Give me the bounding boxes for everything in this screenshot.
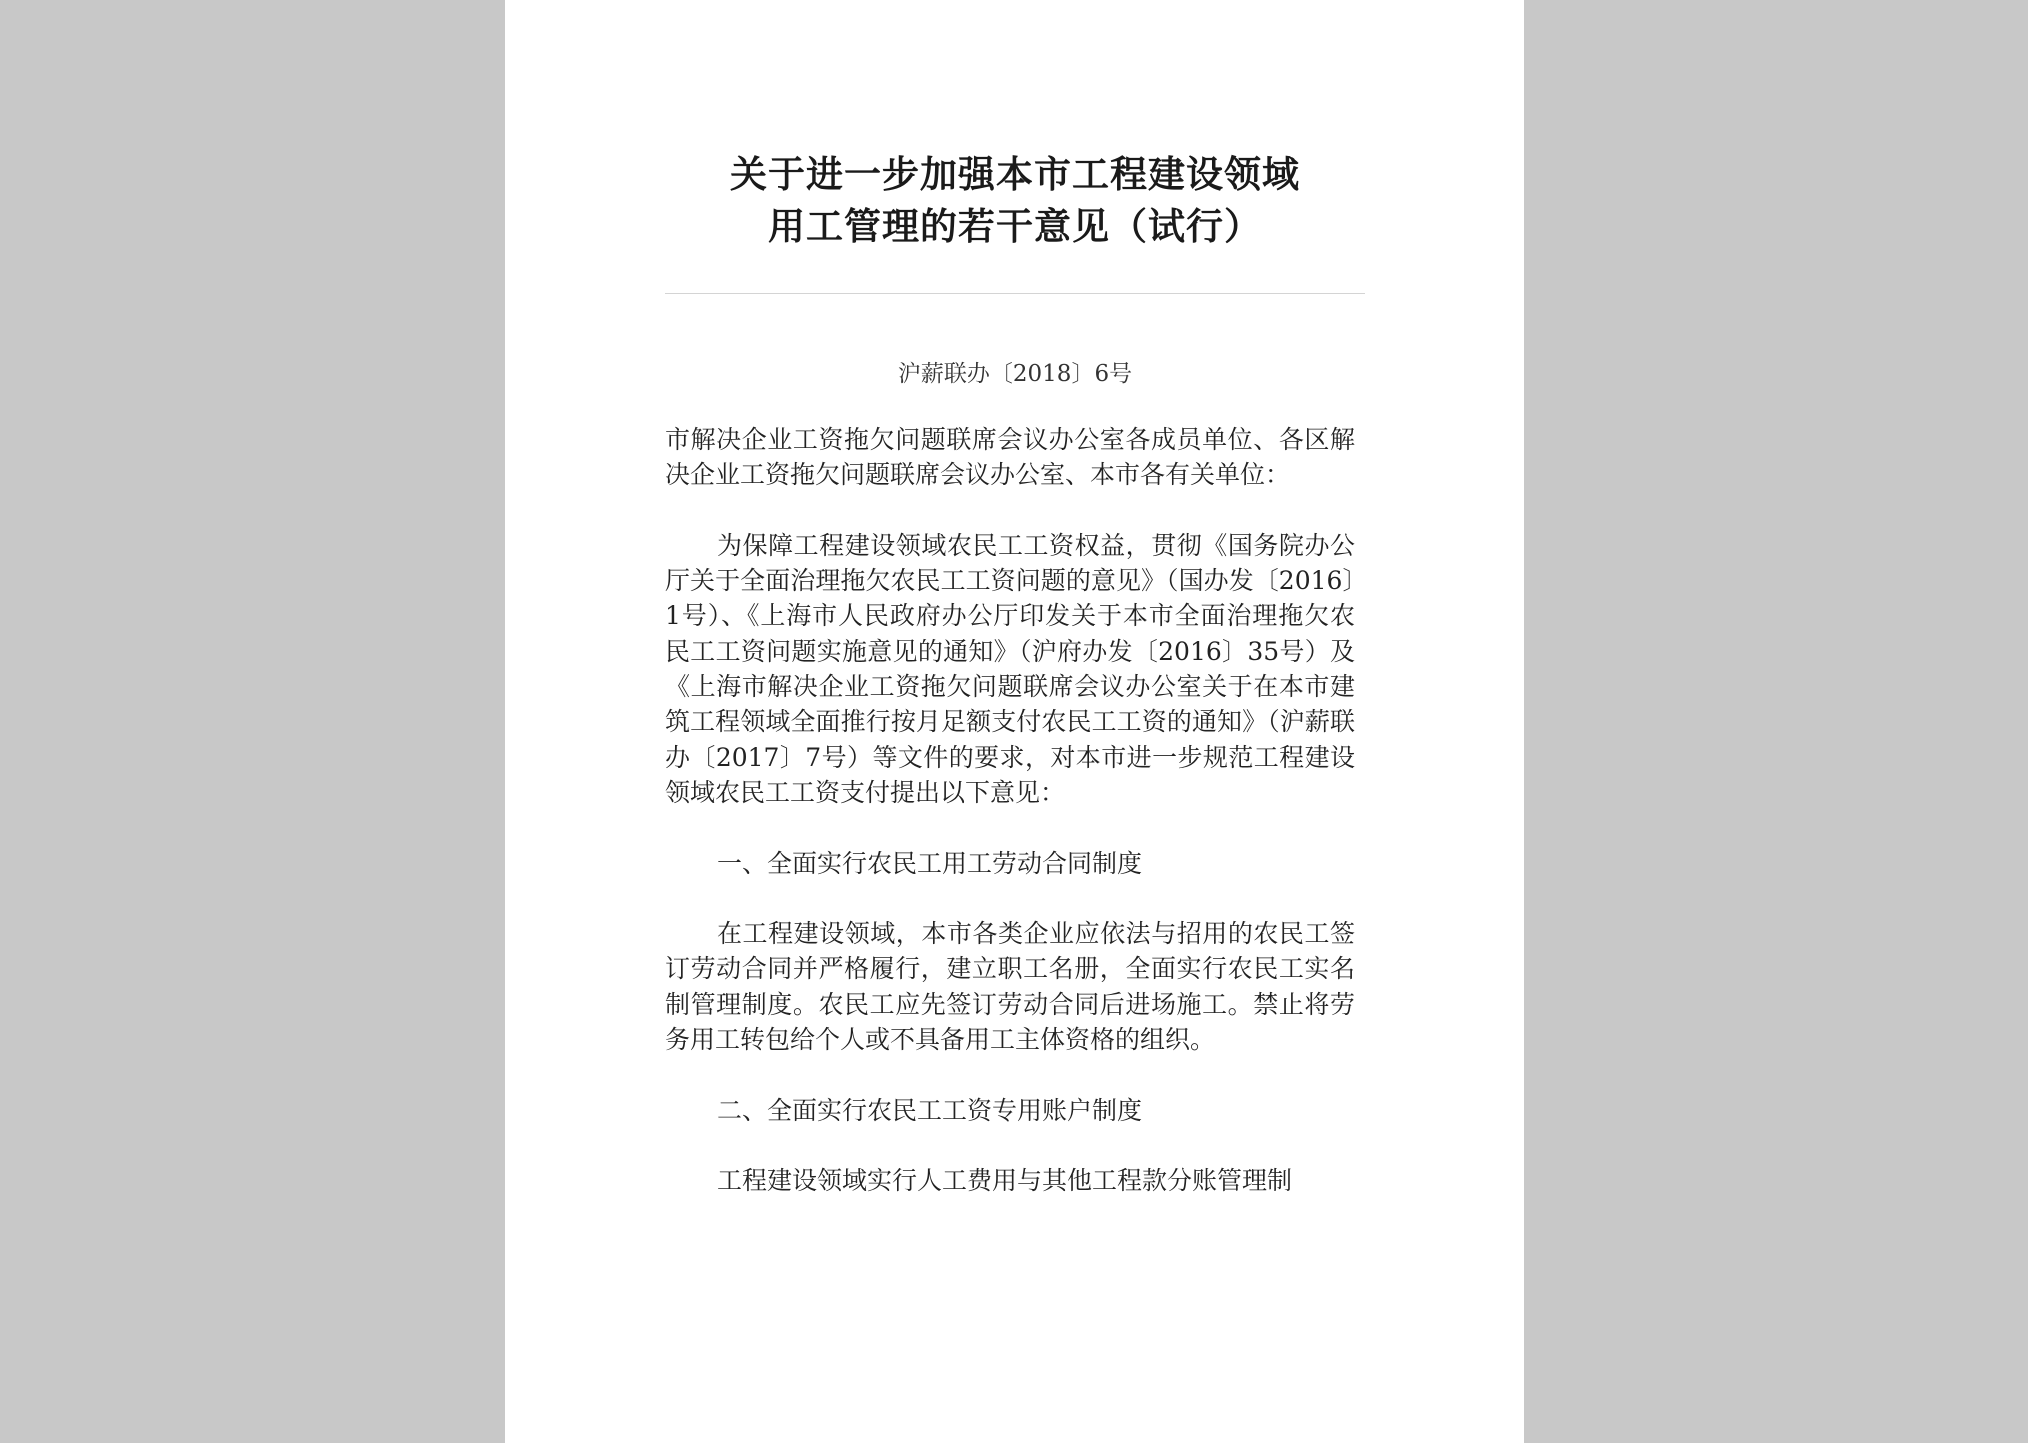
section-1-body: 在工程建设领域，本市各类企业应依法与招用的农民工签订劳动合同并严格履行，建立职工名册，全面实行农民工实名制管理制度。农民工应先签订劳动合同后进场施工。禁止将劳务用工转包给个人或不具备用工主体资格的组织。 bbox=[665, 919, 1355, 1055]
document-page bbox=[505, 0, 1524, 1443]
intro-paragraph: 为保障工程建设领域农民工工资权益，贯彻《国务院办公厅关于全面治理拖欠农民工工资问题的意见》（国办发〔2016〕1号）、《上海市人民政府办公厅印发关于本市全面治理拖欠农民工工资问题实施意见的通知》（沪府办发〔2016〕35号）及《上海市解决企业工资拖欠问题联席会议办公室关于在本市建筑工程领域全面推行按月足额支付农民工工资的通知》（沪薪联办〔2017〕7号）等文件的要求，对本市进一步规范工程建设领域农民工工资支付提出以下意见： bbox=[665, 530, 1355, 807]
document-number: 沪薪联办〔2018〕6号 bbox=[897, 361, 1133, 387]
document-title bbox=[665, 148, 1365, 252]
recipients-paragraph: 市解决企业工资拖欠问题联席会议办公室各成员单位、各区解决企业工资拖欠问题联席会议办公室、本市各有关单位： bbox=[665, 425, 1355, 490]
paragraph-gap bbox=[665, 1057, 1355, 1092]
paragraph-gap bbox=[665, 881, 1355, 916]
section-2-body: 工程建设领域实行人工费用与其他工程款分账管理制 bbox=[717, 1166, 1293, 1196]
title-line-2: 用工管理的若干意见（试行） bbox=[768, 204, 1262, 248]
title-line-1: 关于进一步加强本市工程建设领域 bbox=[730, 152, 1300, 196]
paragraph-gap bbox=[665, 493, 1355, 528]
title-divider bbox=[665, 293, 1365, 294]
paragraph-gap bbox=[665, 810, 1355, 845]
section-2-heading: 二、全面实行农民工工资专用账户制度 bbox=[717, 1095, 1143, 1125]
paragraph-gap bbox=[665, 1128, 1355, 1163]
section-1-heading: 一、全面实行农民工用工劳动合同制度 bbox=[717, 848, 1143, 878]
document-body bbox=[665, 422, 1355, 1199]
